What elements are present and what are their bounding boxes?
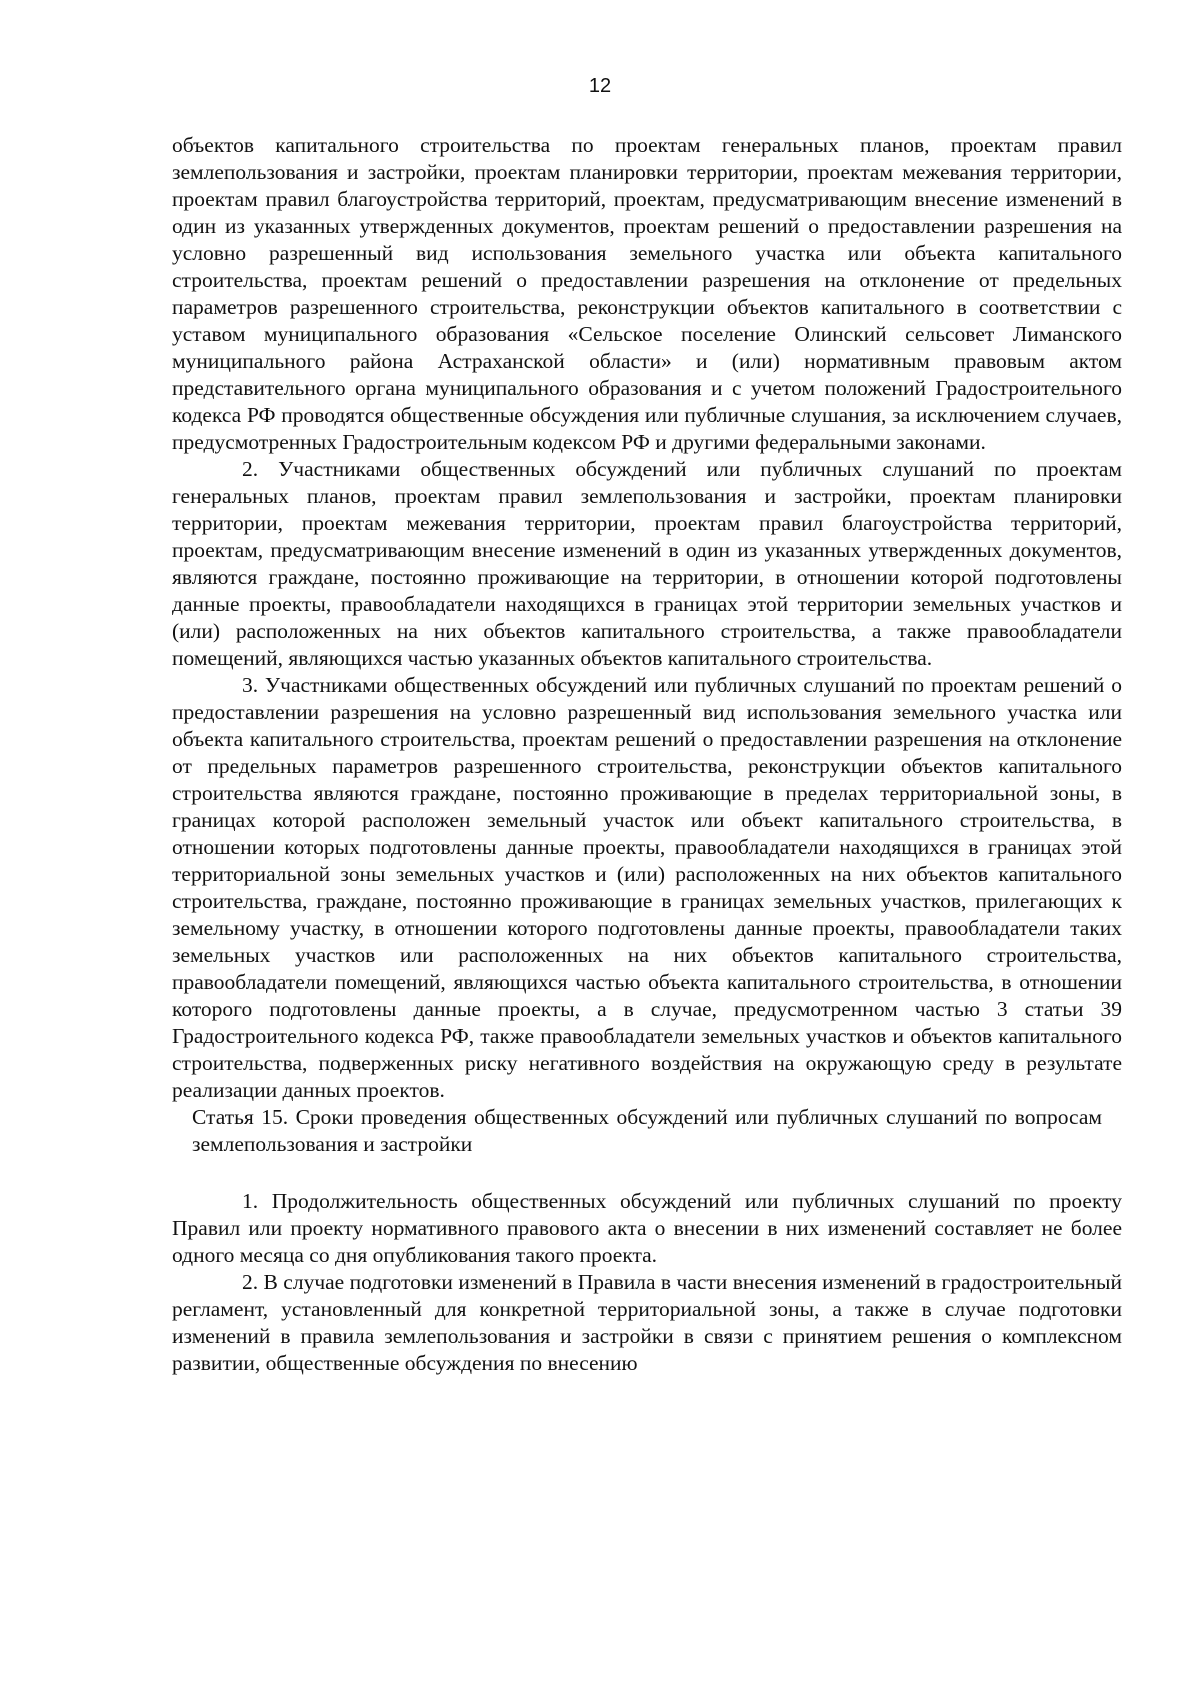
section-spacer bbox=[172, 1158, 1122, 1188]
document-body bbox=[172, 132, 1122, 1377]
paragraph: 2. В случае подготовки изменений в Правила в части внесения изменений в градостроительный регламент, установленный для конкретной территориальной зоны, а также в случае подготовки изменений в правила землепользования и застройки в связи с принятием решения о комплексном развитии, общественные обсуждения по внесению bbox=[172, 1270, 1122, 1375]
paragraph: 1. Продолжительность общественных обсуждений или публичных слушаний по проекту Правил или проекту нормативного правового акта о внесении в них изменений составляет не более одного месяца со дня опубликования такого проекта. bbox=[172, 1189, 1122, 1267]
article-title: Статья 15. Сроки проведения общественных обсуждений или публичных слушаний по вопросам землепользования и застройки bbox=[192, 1105, 1102, 1156]
paragraph: 3. Участниками общественных обсуждений или публичных слушаний по проектам решений о предоставлении разрешения на условно разрешенный вид использования земельного участка или объекта капитального строительства, проектам решений о предоставлении разрешения на отклонение от предельных параметров разрешенного строительства, реконструкции объектов капитального строительства являются граждане, постоянно проживающие в пределах территориальной зоны, в границах которой расположен земельный участок или объект капитального строительства, в отношении которых подготовлены данные проекты, правообладатели находящихся в границах этой территориальной зоны земельных участков и (или) расположенных на них объектов капитального строительства, граждане, постоянно проживающие в границах земельных участков, прилегающих к земельному участку, в отношении которого подготовлены данные проекты, правообладатели таких земельных участков или расположенных на них объектов капитального строительства, правообладатели помещений, являющихся частью объекта капитального строительства, в отношении которого подготовлены данные проекты, а в случае, предусмотренном частью 3 статьи 39 Градостроительного кодекса РФ, также правообладатели земельных участков и объектов капитального строительства, подверженных риску негативного воздействия на окружающую среду в результате реализации данных проектов. bbox=[172, 673, 1122, 1102]
page-number: 12 bbox=[588, 75, 612, 97]
paragraph: 2. Участниками общественных обсуждений или публичных слушаний по проектам генеральных планов, проектам правил землепользования и застройки, проектам планировки территории, проектам межевания территории, проектам правил благоустройства территорий, проектам, предусматривающим внесение изменений в один из указанных утвержденных документов, являются граждане, постоянно проживающие на территории, в отношении которой подготовлены данные проекты, правообладатели находящихся в границах этой территории земельных участков и (или) расположенных на них объектов капитального строительства, а также правообладатели помещений, являющихся частью указанных объектов капитального строительства. bbox=[172, 457, 1122, 670]
paragraph: объектов капитального строительства по проектам генеральных планов, проектам правил землепользования и застройки, проектам планировки территории, проектам межевания территории, проектам правил благоустройства территорий, проектам, предусматривающим внесение изменений в один из указанных утвержденных документов, проектам решений о предоставлении разрешения на условно разрешенный вид использования земельного участка или объекта капитального строительства, проектам решений о предоставлении разрешения на отклонение от предельных параметров разрешенного строительства, реконструкции объектов капитального в соответствии с уставом муниципального образования «Сельское поселение Олинский сельсовет Лиманского муниципального района Астраханской области» и (или) нормативным правовым актом представительного органа муниципального образования и с учетом положений Градостроительного кодекса РФ проводятся общественные обсуждения или публичные слушания, за исключением случаев, предусмотренных Градостроительным кодексом РФ и другими федеральными законами. bbox=[172, 133, 1122, 454]
